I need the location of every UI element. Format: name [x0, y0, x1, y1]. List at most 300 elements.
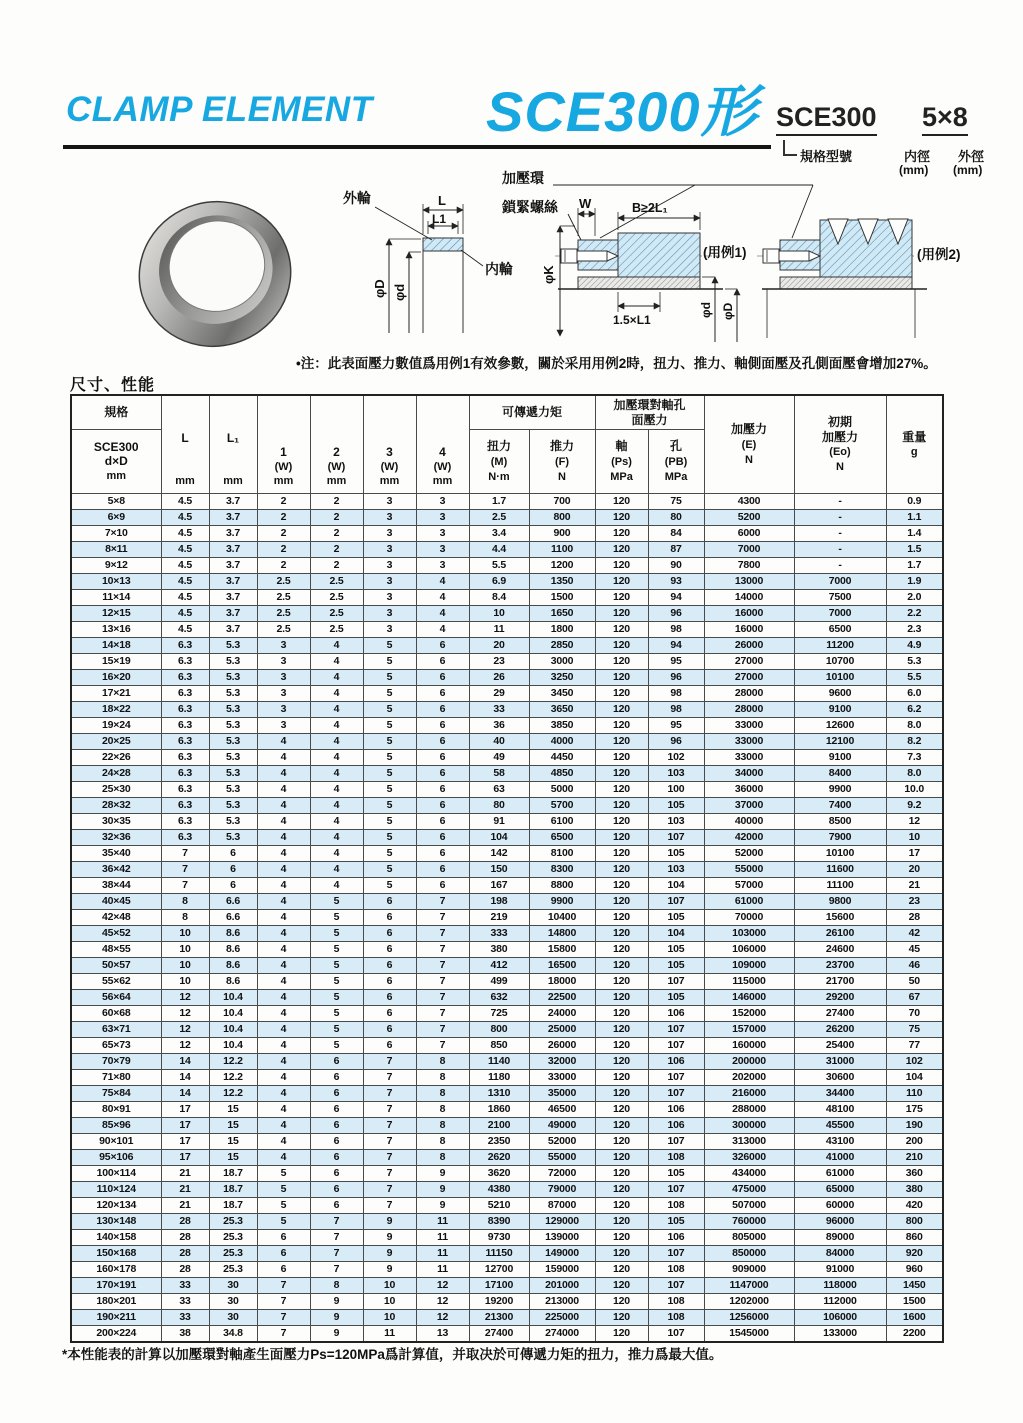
cell-w1: 4 [257, 878, 310, 894]
cell-torque: 2100 [469, 1118, 529, 1134]
cell-w2: 5 [310, 926, 363, 942]
cell-weight: 6.0 [886, 686, 943, 702]
cell-eo: 7000 [794, 606, 886, 622]
cell-eo: 96000 [794, 1214, 886, 1230]
cell-w1: 2.5 [257, 574, 310, 590]
table-row [71, 1246, 943, 1262]
cell-w3: 6 [363, 1022, 416, 1038]
cell-spec: 40×45 [71, 894, 161, 910]
cell-ps: 120 [595, 1278, 648, 1294]
cell-L: 6.3 [161, 670, 209, 686]
cell-torque: 380 [469, 942, 529, 958]
cell-w4: 7 [416, 926, 469, 942]
cell-w4: 7 [416, 894, 469, 910]
cell-ps: 120 [595, 958, 648, 974]
cell-pb: 98 [648, 702, 704, 718]
cell-L: 4.5 [161, 590, 209, 606]
cell-w1: 3 [257, 654, 310, 670]
cell-eo: 15600 [794, 910, 886, 926]
cell-w2: 4 [310, 878, 363, 894]
cell-spec: 32×36 [71, 830, 161, 846]
cell-pb: 104 [648, 926, 704, 942]
cell-w4: 6 [416, 750, 469, 766]
cell-w1: 2.5 [257, 606, 310, 622]
cell-torque: 800 [469, 1022, 529, 1038]
cell-w2: 4 [310, 734, 363, 750]
cell-w2: 4 [310, 638, 363, 654]
cell-eo: 106000 [794, 1310, 886, 1326]
cell-torque: 219 [469, 910, 529, 926]
cell-L: 6.3 [161, 814, 209, 830]
section-diagram [343, 190, 513, 333]
table-row [71, 878, 943, 894]
cell-eo: 41000 [794, 1150, 886, 1166]
cell-spec: 110×124 [71, 1182, 161, 1198]
cell-L1: 5.3 [209, 798, 257, 814]
table-row [71, 1294, 943, 1310]
cell-L1: 18.7 [209, 1198, 257, 1214]
cell-pb: 106 [648, 1230, 704, 1246]
cell-e: 28000 [704, 686, 794, 702]
cell-L: 4.5 [161, 558, 209, 574]
cell-e: 27000 [704, 670, 794, 686]
cell-w3: 5 [363, 814, 416, 830]
cell-thrust: 4450 [529, 750, 595, 766]
cell-pb: 107 [648, 1134, 704, 1150]
cell-spec: 80×91 [71, 1102, 161, 1118]
group-transmittable-torque: 可傳遞力矩 [469, 395, 595, 430]
dim-phiD-label: φD [372, 279, 387, 298]
cell-pb: 107 [648, 1278, 704, 1294]
cell-weight: 42 [886, 926, 943, 942]
cell-L: 21 [161, 1182, 209, 1198]
table-row [71, 494, 943, 510]
cell-ps: 120 [595, 590, 648, 606]
cell-e: 109000 [704, 958, 794, 974]
cell-pb: 96 [648, 734, 704, 750]
cell-torque: 2350 [469, 1134, 529, 1150]
cell-spec: 10×13 [71, 574, 161, 590]
cell-w4: 12 [416, 1278, 469, 1294]
cell-e: 313000 [704, 1134, 794, 1150]
cell-w1: 2.5 [257, 622, 310, 638]
cell-L: 4.5 [161, 494, 209, 510]
cell-w1: 2 [257, 558, 310, 574]
cell-w2: 5 [310, 958, 363, 974]
cell-e: 14000 [704, 590, 794, 606]
cell-e: 16000 [704, 622, 794, 638]
cell-pb: 104 [648, 878, 704, 894]
cell-L: 6.3 [161, 766, 209, 782]
cell-e: 850000 [704, 1246, 794, 1262]
cell-ps: 120 [595, 1134, 648, 1150]
table-row [71, 510, 943, 526]
cell-eo: 8400 [794, 766, 886, 782]
cell-w1: 2 [257, 526, 310, 542]
cell-weight: 190 [886, 1118, 943, 1134]
cell-w2: 2.5 [310, 622, 363, 638]
cell-w3: 5 [363, 686, 416, 702]
cell-thrust: 15800 [529, 942, 595, 958]
table-row [71, 1150, 943, 1166]
cell-w2: 4 [310, 670, 363, 686]
cell-spec: 24×28 [71, 766, 161, 782]
cell-pb: 90 [648, 558, 704, 574]
cell-L: 7 [161, 862, 209, 878]
cell-pb: 103 [648, 766, 704, 782]
technical-diagrams [55, 160, 1005, 370]
cell-pb: 107 [648, 1038, 704, 1054]
dim-phid2-label: φd [699, 302, 713, 318]
cell-thrust: 4850 [529, 766, 595, 782]
cell-weight: 4.9 [886, 638, 943, 654]
cell-w4: 12 [416, 1294, 469, 1310]
cell-w1: 4 [257, 1054, 310, 1070]
cell-weight: 6.2 [886, 702, 943, 718]
cell-weight: 420 [886, 1198, 943, 1214]
cell-ps: 120 [595, 750, 648, 766]
cell-w1: 7 [257, 1310, 310, 1326]
cell-w1: 3 [257, 686, 310, 702]
table-row [71, 798, 943, 814]
cell-ps: 120 [595, 638, 648, 654]
cell-ps: 120 [595, 782, 648, 798]
cell-w4: 4 [416, 606, 469, 622]
cell-eo: 10100 [794, 670, 886, 686]
cell-ps: 120 [595, 1182, 648, 1198]
cell-eo: 10100 [794, 846, 886, 862]
cell-ps: 120 [595, 1102, 648, 1118]
cell-torque: 4.4 [469, 542, 529, 558]
table-row [71, 1070, 943, 1086]
cell-e: 507000 [704, 1198, 794, 1214]
cell-w3: 9 [363, 1262, 416, 1278]
cell-L1: 5.3 [209, 718, 257, 734]
cell-L1: 5.3 [209, 670, 257, 686]
cell-w3: 7 [363, 1054, 416, 1070]
table-row [71, 1022, 943, 1038]
cell-torque: 5.5 [469, 558, 529, 574]
outer-diameter-unit: (mm) [953, 163, 983, 177]
cell-w1: 5 [257, 1182, 310, 1198]
table-row [71, 1118, 943, 1134]
title-underline [63, 145, 771, 149]
cell-L1: 18.7 [209, 1166, 257, 1182]
cell-weight: 45 [886, 942, 943, 958]
cell-w2: 2.5 [310, 606, 363, 622]
cell-w2: 6 [310, 1134, 363, 1150]
cell-spec: 140×158 [71, 1230, 161, 1246]
cell-torque: 5210 [469, 1198, 529, 1214]
cell-L1: 3.7 [209, 510, 257, 526]
cell-w2: 6 [310, 1166, 363, 1182]
cell-L1: 15 [209, 1102, 257, 1118]
cell-eo: 43100 [794, 1134, 886, 1150]
cell-w4: 7 [416, 910, 469, 926]
cell-w1: 5 [257, 1214, 310, 1230]
cell-spec: 63×71 [71, 1022, 161, 1038]
cell-torque: 11150 [469, 1246, 529, 1262]
cell-eo: 45500 [794, 1118, 886, 1134]
cell-w2: 4 [310, 686, 363, 702]
cell-weight: 5.3 [886, 654, 943, 670]
cell-w4: 3 [416, 558, 469, 574]
table-row [71, 750, 943, 766]
cell-weight: 102 [886, 1054, 943, 1070]
cell-weight: 21 [886, 878, 943, 894]
cell-e: 326000 [704, 1150, 794, 1166]
cell-spec: 71×80 [71, 1070, 161, 1086]
cell-thrust: 26000 [529, 1038, 595, 1054]
cell-weight: 920 [886, 1246, 943, 1262]
cell-ps: 120 [595, 974, 648, 990]
cell-L1: 3.7 [209, 542, 257, 558]
col-weight: 重量 g [886, 395, 943, 494]
cell-thrust: 79000 [529, 1182, 595, 1198]
cell-pb: 107 [648, 1086, 704, 1102]
cell-L1: 8.6 [209, 958, 257, 974]
col-thrust: 推力 (F) N [529, 430, 595, 494]
cell-torque: 725 [469, 1006, 529, 1022]
cell-pb: 103 [648, 814, 704, 830]
cell-w3: 6 [363, 1038, 416, 1054]
cell-weight: 800 [886, 1214, 943, 1230]
cell-weight: 8.0 [886, 718, 943, 734]
cell-L1: 30 [209, 1310, 257, 1326]
cell-L: 17 [161, 1134, 209, 1150]
cell-thrust: 14800 [529, 926, 595, 942]
cell-thrust: 8800 [529, 878, 595, 894]
cell-thrust: 3000 [529, 654, 595, 670]
cell-weight: 2.0 [886, 590, 943, 606]
cell-pb: 107 [648, 1246, 704, 1262]
cell-spec: 20×25 [71, 734, 161, 750]
cell-eo: 8500 [794, 814, 886, 830]
dim-15L1-label: 1.5×L1 [613, 313, 651, 327]
cell-w2: 4 [310, 782, 363, 798]
cell-L1: 5.3 [209, 766, 257, 782]
table-row [71, 814, 943, 830]
cell-eo: 61000 [794, 1166, 886, 1182]
cell-w3: 7 [363, 1198, 416, 1214]
example1-label: (用例1) [703, 245, 747, 260]
cell-w3: 5 [363, 702, 416, 718]
cell-w2: 2 [310, 542, 363, 558]
cell-weight: 77 [886, 1038, 943, 1054]
cell-weight: 210 [886, 1150, 943, 1166]
cell-weight: 1500 [886, 1294, 943, 1310]
cell-ps: 120 [595, 1326, 648, 1343]
cell-torque: 632 [469, 990, 529, 1006]
cell-L: 4.5 [161, 510, 209, 526]
cell-w1: 4 [257, 846, 310, 862]
cell-w2: 5 [310, 942, 363, 958]
cell-L: 14 [161, 1086, 209, 1102]
cell-ps: 120 [595, 846, 648, 862]
cell-thrust: 1350 [529, 574, 595, 590]
cell-pb: 105 [648, 1166, 704, 1182]
table-row [71, 974, 943, 990]
cell-w4: 7 [416, 942, 469, 958]
col-w1: 1 (W) mm [257, 395, 310, 494]
cell-w4: 4 [416, 590, 469, 606]
cell-pb: 102 [648, 750, 704, 766]
cell-weight: 10.0 [886, 782, 943, 798]
usage-example-1-diagram [541, 196, 747, 342]
cell-w3: 6 [363, 958, 416, 974]
table-row [71, 1166, 943, 1182]
cell-L: 28 [161, 1214, 209, 1230]
cell-thrust: 225000 [529, 1310, 595, 1326]
cell-eo: 9600 [794, 686, 886, 702]
cell-w4: 7 [416, 1038, 469, 1054]
cell-ps: 120 [595, 830, 648, 846]
cell-L: 17 [161, 1102, 209, 1118]
cell-w4: 3 [416, 494, 469, 510]
cell-ps: 120 [595, 654, 648, 670]
cell-L: 4.5 [161, 542, 209, 558]
cell-w2: 6 [310, 1070, 363, 1086]
cell-w2: 9 [310, 1294, 363, 1310]
cell-torque: 10 [469, 606, 529, 622]
cell-eo: 30600 [794, 1070, 886, 1086]
model-code-label: 規格型號 [800, 149, 853, 164]
cell-pb: 106 [648, 1006, 704, 1022]
cell-L: 4.5 [161, 622, 209, 638]
cell-weight: 5.5 [886, 670, 943, 686]
cell-spec: 12×15 [71, 606, 161, 622]
cell-eo: 7500 [794, 590, 886, 606]
performance-footnote: *本性能表的計算以加壓環對軸產生面壓力Ps=120MPa爲計算值，并取决於可傳遞力矩的扭力，推力爲最大值。 [62, 1347, 723, 1362]
cell-e: 160000 [704, 1038, 794, 1054]
cell-thrust: 3250 [529, 670, 595, 686]
cell-torque: 6.9 [469, 574, 529, 590]
cell-ps: 120 [595, 622, 648, 638]
cell-torque: 1140 [469, 1054, 529, 1070]
cell-w2: 8 [310, 1278, 363, 1294]
cell-e: 61000 [704, 894, 794, 910]
cell-weight: 360 [886, 1166, 943, 1182]
cell-thrust: 87000 [529, 1198, 595, 1214]
cell-w4: 11 [416, 1214, 469, 1230]
cell-thrust: 1500 [529, 590, 595, 606]
cell-w2: 4 [310, 814, 363, 830]
cell-torque: 412 [469, 958, 529, 974]
cell-e: 200000 [704, 1054, 794, 1070]
cell-thrust: 4000 [529, 734, 595, 750]
cell-pb: 96 [648, 670, 704, 686]
cell-eo: 7900 [794, 830, 886, 846]
cell-thrust: 18000 [529, 974, 595, 990]
table-row [71, 718, 943, 734]
cell-weight: 2200 [886, 1326, 943, 1343]
cell-spec: 17×21 [71, 686, 161, 702]
section-title: 尺寸、性能 [70, 377, 156, 394]
cell-weight: 20 [886, 862, 943, 878]
cell-spec: 14×18 [71, 638, 161, 654]
cell-spec: 190×211 [71, 1310, 161, 1326]
cell-w4: 7 [416, 1006, 469, 1022]
cell-w1: 5 [257, 1198, 310, 1214]
cell-w1: 3 [257, 718, 310, 734]
cell-w1: 4 [257, 750, 310, 766]
cell-weight: 70 [886, 1006, 943, 1022]
cell-L1: 5.3 [209, 814, 257, 830]
cell-L: 38 [161, 1326, 209, 1343]
cell-e: 7800 [704, 558, 794, 574]
cell-thrust: 72000 [529, 1166, 595, 1182]
cell-torque: 91 [469, 814, 529, 830]
table-row [71, 926, 943, 942]
cell-e: 202000 [704, 1070, 794, 1086]
inner-ring-label: 内輪 [485, 261, 513, 277]
cell-e: 152000 [704, 1006, 794, 1022]
cell-w3: 5 [363, 878, 416, 894]
cell-w1: 4 [257, 910, 310, 926]
cell-pb: 96 [648, 606, 704, 622]
col-spec-top: 規格 [71, 395, 161, 430]
cell-w3: 5 [363, 862, 416, 878]
cell-w3: 11 [363, 1326, 416, 1343]
cell-torque: 8390 [469, 1214, 529, 1230]
cell-eo: 29200 [794, 990, 886, 1006]
cell-w4: 11 [416, 1230, 469, 1246]
cell-torque: 23 [469, 654, 529, 670]
cell-L: 6.3 [161, 654, 209, 670]
cell-w1: 4 [257, 1150, 310, 1166]
cell-w3: 3 [363, 606, 416, 622]
cell-L: 28 [161, 1246, 209, 1262]
cell-ps: 120 [595, 542, 648, 558]
cell-pb: 103 [648, 862, 704, 878]
cell-torque: 58 [469, 766, 529, 782]
cell-thrust: 1200 [529, 558, 595, 574]
cell-L: 12 [161, 990, 209, 1006]
cell-torque: 26 [469, 670, 529, 686]
cell-weight: 8.0 [886, 766, 943, 782]
cell-w1: 4 [257, 1118, 310, 1134]
col-torque: 扭力 (M) N·m [469, 430, 529, 494]
cell-thrust: 33000 [529, 1070, 595, 1086]
cell-torque: 80 [469, 798, 529, 814]
table-row [71, 526, 943, 542]
table-row [71, 1310, 943, 1326]
cell-w2: 4 [310, 718, 363, 734]
cell-torque: 3620 [469, 1166, 529, 1182]
cell-w3: 3 [363, 622, 416, 638]
cell-spec: 180×201 [71, 1294, 161, 1310]
table-row [71, 702, 943, 718]
lock-screw-label: 鎖緊螺絲 [502, 199, 558, 215]
cell-weight: 104 [886, 1070, 943, 1086]
col-clamp-force: 加壓力 (E) N [704, 395, 794, 494]
cell-thrust: 24000 [529, 1006, 595, 1022]
cell-w1: 3 [257, 702, 310, 718]
cell-w4: 6 [416, 862, 469, 878]
cell-spec: 13×16 [71, 622, 161, 638]
cell-pb: 80 [648, 510, 704, 526]
cell-eo: 91000 [794, 1262, 886, 1278]
cell-L1: 25.3 [209, 1246, 257, 1262]
table-row [71, 942, 943, 958]
cell-w2: 6 [310, 1150, 363, 1166]
cell-eo: 89000 [794, 1230, 886, 1246]
model-connector-line [783, 140, 797, 156]
cell-weight: 67 [886, 990, 943, 1006]
cell-torque: 29 [469, 686, 529, 702]
cell-L: 8 [161, 894, 209, 910]
cell-torque: 27400 [469, 1326, 529, 1343]
